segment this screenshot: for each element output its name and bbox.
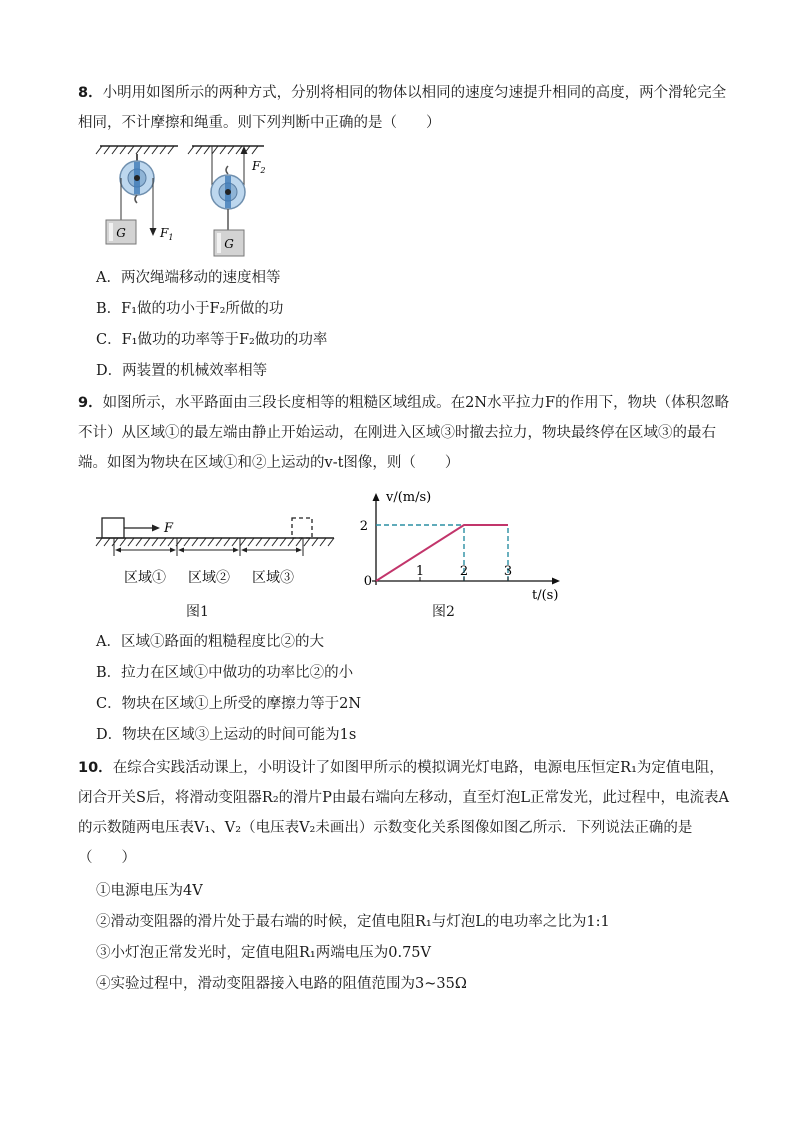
y-tick-label-2: 2 [359,519,368,534]
q8-option-d[interactable]: D．两装置的机械效率相等 [96,363,268,379]
series-line-1 [376,525,508,581]
q9-option-c[interactable]: C．物块在区域①上所受的摩擦力等于2N [96,696,362,712]
x-tick-label-3: 3 [503,564,513,579]
question-stem: 小明用如图所示的两种方式，分别将相同的物体以相同的速度匀速提升相同的高度，两个滑轮完全相同，不计摩擦和绳重。则下列判断中正确的是（ ） [78,85,727,131]
question-number: 9． [78,395,103,411]
question-stem: 在综合实践活动课上，小明设计了如图甲所示的模拟调光灯电路，电源电压恒定R₁为定值电阻，闭合开关S后，将滑动变阻器R₂的滑片P由最右端向左移动，直至灯泡L正常发光，此过程中，电流表A的示数随两电压表V₁、V₂（电压表V₂未画出）示数变化关系图像如图乙所示．下列说法正确的是（ ） [78,760,730,866]
x-tick-label-2: 2 [459,564,469,579]
question-number: 8． [78,85,103,101]
load-label: G [116,226,126,240]
x-axis-label: t/(s) [532,588,559,603]
question-stem: 如图所示，水平路面由三段长度相等的粗糙区域组成。在2N水平拉力F的作用下，物块（体积忽略不计）从区域①的最左端由静止开始运动，在刚进入区域③时撤去拉力，物块最终停在区域③的最右端。如图为物块在区域①和②上运动的v-t图像，则（ ） [78,395,730,471]
q10-item-3: ③小灯泡正常发光时，定值电阻R₁两端电压为0.75V [96,945,431,961]
zone-1-label: 区域① [124,570,166,586]
question-8 [78,78,738,138]
load-label-2: G [224,237,234,251]
x-axis-arrow [552,578,560,585]
q8-option-b[interactable]: B．F₁做的功小于F₂所做的功 [96,301,284,317]
question-9 [78,388,738,478]
q9-option-b[interactable]: B．拉力在区域①中做功的功率比②的小 [96,665,354,681]
pulley-figure [94,140,294,260]
force-label: F [164,521,174,536]
q10-item-1: ①电源电压为4V [96,883,203,899]
q10-item-2: ②滑动变阻器的滑片处于最右端的时候，定值电阻R₁与灯泡L的电功率之比为1:1 [96,914,610,930]
origin-label: 0 [363,574,372,589]
q10-item-4: ④实验过程中，滑动变阻器接入电路的阻值范围为3~35Ω [96,976,467,992]
y-axis-label: v/(m/s) [386,490,432,505]
q8-option-a[interactable]: A．两次绳端移动的速度相等 [96,270,281,286]
q9-option-d[interactable]: D．物块在区域③上运动的时间可能为1s [96,727,357,743]
zone-2-label: 区域② [188,570,230,586]
question-number: 10． [78,760,113,776]
fig1-caption: 图1 [186,604,209,620]
fig2-caption: 图2 [432,604,455,620]
q9-option-a[interactable]: A．区域①路面的粗糙程度比②的大 [96,634,324,650]
y-axis-arrow [373,493,380,501]
x-tick-label-1: 1 [415,564,425,579]
force-f1-label: $F_1$ [160,226,174,242]
q8-option-c[interactable]: C．F₁做功的功率等于F₂做功的功率 [96,332,328,348]
zone-3-label: 区域③ [252,570,294,586]
vt-chart [352,485,572,605]
question-10 [78,753,738,873]
force-f2-label: $F_2$ [252,159,266,175]
road-figure [94,508,344,598]
